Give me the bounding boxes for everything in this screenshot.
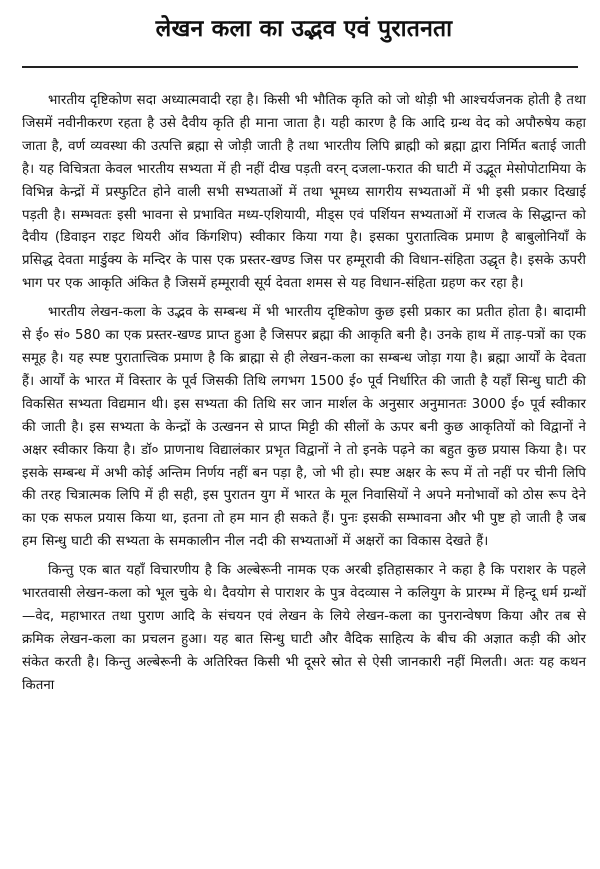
- paragraph-3: किन्तु एक बात यहाँ विचारणीय है कि अल्बेरूनी नामक एक अरबी इतिहासकार ने कहा है कि पराशर के पहले भारतवासी लेखन-कला को भूल चुके थे। दैवयोग से पाराशर के पुत्र वेदव्यास ने कलियुग के प्रारम्भ में हिन्दू धर्म ग्रन्थों—वेद, महाभारत तथा पुराण आदि के संचयन एवं लेखन के लिये लेखन-कला का पुनरान्वेषण किया और तब से क्रमिक लेखन-कला का प्रचलन हुआ। यह बात सिन्धु घाटी और वैदिक साहित्य के बीच की अज्ञात कड़ी की ओर संकेत करती है। किन्तु अल्बेरूनी के अतिरिक्त किसी भी दूसरे स्रोत से ऐसी जानकारी नहीं मिलती। अतः यह कथन कितना: [22, 563, 586, 693]
- title-divider: [22, 66, 578, 68]
- paragraph-2: भारतीय लेखन-कला के उद्भव के सम्बन्ध में भी भारतीय दृष्टिकोण कुछ इसी प्रकार का प्रतीत होता है। बादामी से ई० सं० 580 का एक प्रस्तर-खण्ड प्राप्त हुआ है जिसपर ब्रह्मा की आकृति बनी है। उनके हाथ में ताड़-पत्रों का एक समूह है। यह स्पष्ट पुरातात्त्विक प्रमाण है कि ब्राह्मा से ही लेखन-कला का सम्बन्ध जोड़ा गया है। ब्रह्मा आर्यों के देवता हैं। आर्यों के भारत में विस्तार के पूर्व जिसकी तिथि लगभग 1500 ई० पूर्व निर्धारित की जाती है यहाँ सिन्धु घाटी की विकसित सभ्यता विद्यमान थी। इस सभ्यता की तिथि सर जान मार्शल के अनुसार अनुमानतः 3000 ई० पूर्व स्वीकार की जाती है। इस सभ्यता के केन्द्रों के उत्खनन से प्राप्त मिट्टी की सीलों के ऊपर बनी कुछ आकृतियों को विद्वानों ने अक्षर स्वीकार किया है। डॉ० प्राणनाथ विद्यालंकार प्रभृत विद्वानों ने तो इनके पढ़ने का बहुत कुछ प्रयास किया है। पर इसके सम्बन्ध में अभी कोई अन्तिम निर्णय नहीं बन पड़ा है, जो भी हो। स्पष्ट अक्षर के रूप में तो नहीं पर चीनी लिपि की तरह चित्रात्मक लिपि में ही सही, इस पुरातन युग में भारत के मूल निवासियों ने अपने मनोभावों को ठोस रूप देने का एक सफल प्रयास किया था, इतना तो हम मान ही सकते हैं। पुनः इसकी सम्भावना और भी पुष्ट हो जाती है जब हम सिन्धु घाटी की सभ्यता के समकालीन नील नदी की सभ्यताओं में अक्षरों का विकास देखते हैं।: [22, 305, 586, 550]
- paragraph-1: भारतीय दृष्टिकोण सदा अध्यात्मवादी रहा है। किसी भी भौतिक कृति को जो थोड़ी भी आश्चर्यजनक होती है तथा जिसमें नवीनीकरण रहता है उसे दैवीय कृति ही माना जाता है। यही कारण है कि आदि ग्रन्थ वेद को अपौरुषेय कहा जाता है, वर्ण व्यवस्था की उत्पत्ति ब्रह्मा से जोड़ी जाती है तथा भारतीय लिपि ब्राह्मी को ब्रह्मा द्वारा निर्मित बताई जाती है। यह विचित्रता केवल भारतीय सभ्यता में ही नहीं दीख पड़ती वरन् दजला-फरात की घाटी में उद्भूत मेसोपोटामिया के विभिन्न केन्द्रों में प्रस्फुटित होने वाली सभी सभ्यताओं में तथा भूमध्य सागरीय सभ्यताओं में भी इसी प्रकार दिखाई पड़ती है। सम्भवतः इसी भावना से प्रभावित मध्य-एशियायी, मीड्स एवं पर्शियन सभ्यताओं में राजत्व के सिद्धान्त को दैवीय (डिवाइन राइट थियरी ऑव किंगशिप) स्वीकार किया गया है। इसका पुरातात्विक प्रमाण है बाबुलोनियाँ के प्रसिद्ध देवता मार्डुक्य के मन्दिर के पास एक प्रस्तर-खण्ड जिस पर हम्मूरावी की विधान-संहिता उद्धृत है। इसके ऊपरी भाग पर एक आकृति अंकित है जिसमें हम्मूरावी सूर्य देवता शमस से यह विधान-संहिता ग्रहण कर रहा है।: [22, 93, 586, 292]
- page-title: लेखन कला का उद्भव एवं पुरातनता: [155, 16, 453, 42]
